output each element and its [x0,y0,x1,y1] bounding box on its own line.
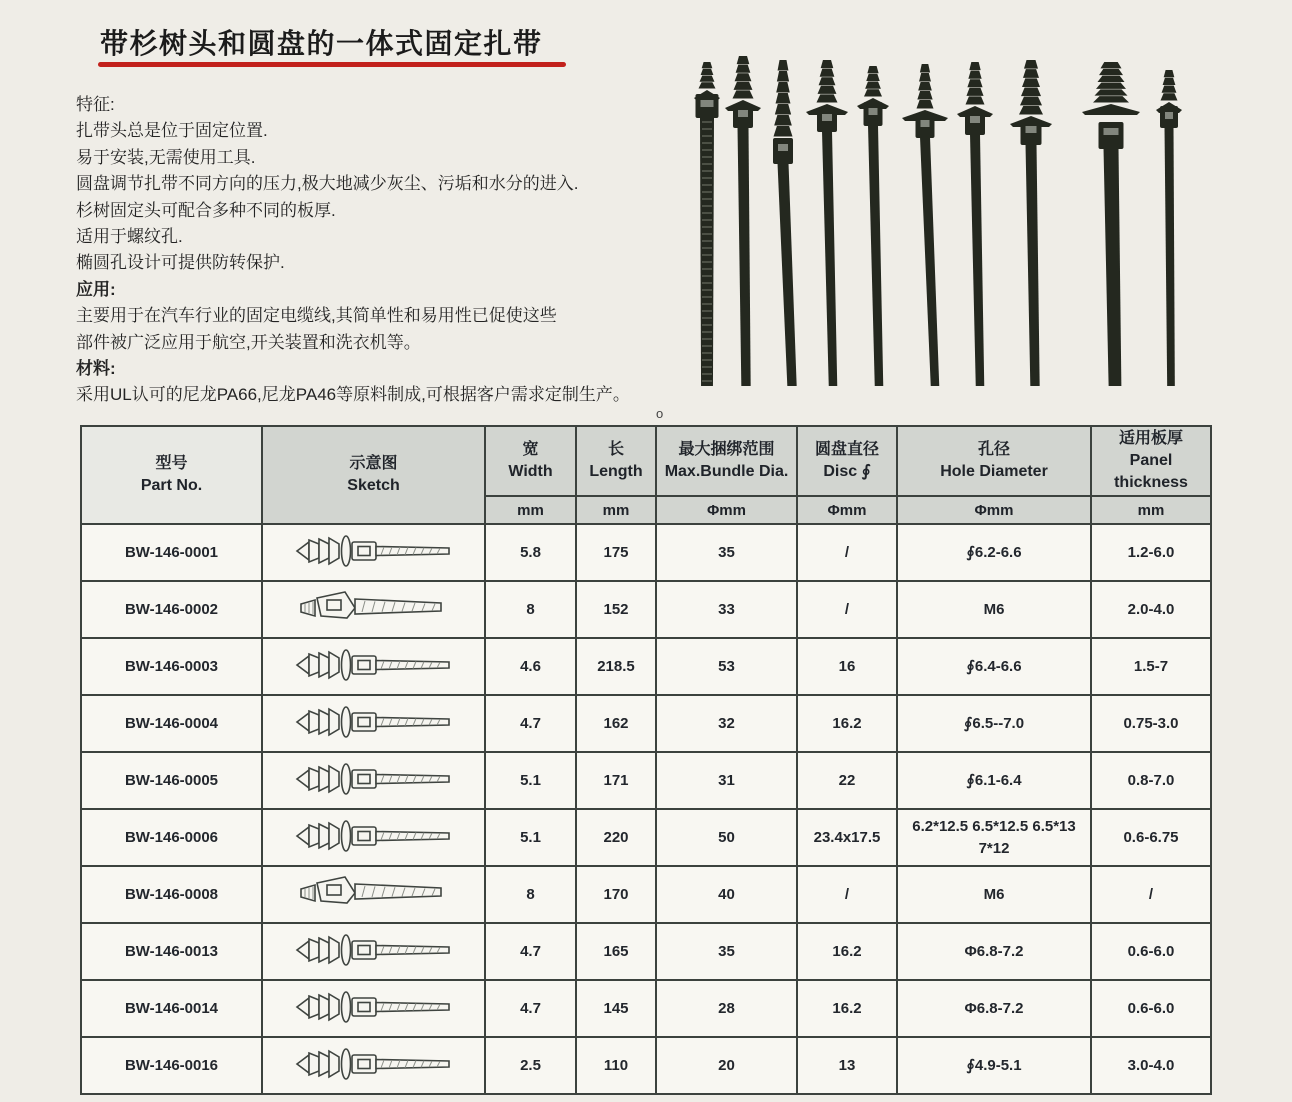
width-cell: 4.7 [485,980,576,1037]
sketch-cell [262,923,485,980]
col-header-disc [797,426,897,496]
bundle-cell: 20 [656,1037,797,1094]
tie-sketch-icon [280,643,468,687]
unit-panel: mm [1091,496,1211,524]
disc-cell: / [797,866,897,923]
header-zh: 孔径 [977,441,1010,458]
part-no-cell: BW-146-0004 [81,695,262,752]
panel-cell: 0.6-6.75 [1091,809,1211,866]
disc-cell: 23.4x17.5 [797,809,897,866]
width-cell: 2.5 [485,1037,576,1094]
disc-cell: 16.2 [797,695,897,752]
feature-line: 杉树固定头可配合多种不同的板厚. [76,200,336,220]
table-row [81,695,1211,752]
sketch-cell [262,638,485,695]
cable-tie [857,66,889,386]
page-title: 带杉树头和圆盘的一体式固定扎带 [100,28,543,59]
part-no-cell: BW-146-0014 [81,980,262,1037]
header-en: Max.Bundle Dia. [664,463,789,480]
header-en: Length [589,463,643,480]
table-row [81,1037,1211,1094]
tie-sketch-icon [280,814,468,858]
table-row [81,752,1211,809]
bundle-cell: 40 [656,866,797,923]
intro-text [76,92,630,409]
panel-cell: 3.0-4.0 [1091,1037,1211,1094]
spec-table [80,425,1212,1095]
bundle-cell: 32 [656,695,797,752]
disc-cell: 13 [797,1037,897,1094]
part-no-cell: BW-146-0013 [81,923,262,980]
tie-sketch-icon [280,757,468,801]
cable-tie [725,56,761,386]
header-zh: 示意图 [349,455,398,472]
length-cell: 220 [576,809,656,866]
part-no-cell: BW-146-0006 [81,809,262,866]
header-en: Width [508,463,553,480]
sketch-cell [262,1037,485,1094]
header-en: Part No. [140,477,203,494]
hole-cell: ∮6.5--7.0 [897,695,1091,752]
sketch-cell [262,752,485,809]
hole-cell: M6 [897,581,1091,638]
part-no-cell: BW-146-0016 [81,1037,262,1094]
width-cell: 4.6 [485,638,576,695]
unit-width: mm [485,496,576,524]
length-cell: 145 [576,980,656,1037]
panel-cell: 0.6-6.0 [1091,923,1211,980]
length-cell: 218.5 [576,638,656,695]
cable-tie [1010,60,1052,386]
header-en: Disc ∮ [823,463,871,480]
tie-sketch-icon [280,529,468,573]
tie-sketch-icon [280,700,468,744]
panel-cell: 1.5-7 [1091,638,1211,695]
width-cell: 8 [485,581,576,638]
width-cell: 5.1 [485,752,576,809]
disc-cell: 16.2 [797,980,897,1037]
hole-cell: ∮6.2-6.6 [897,524,1091,581]
header-zh: 适用板厚 [1118,430,1183,447]
tie-sketch-icon [280,985,468,1029]
disc-cell: / [797,524,897,581]
cable-tie [806,60,848,386]
table-row [81,980,1211,1037]
hole-cell: Φ6.8-7.2 [897,980,1091,1037]
cable-tie [1082,62,1140,386]
bundle-cell: 31 [656,752,797,809]
application-line: 主要用于在汽车行业的固定电缆线,其简单性和易用性已促使这些 [76,306,557,326]
hole-cell: ∮6.1-6.4 [897,752,1091,809]
sketch-cell [262,524,485,581]
scan-artifact: o [656,406,664,421]
col-header-panel [1091,426,1211,496]
width-cell: 4.7 [485,923,576,980]
title-underline [98,62,566,67]
bundle-cell: 35 [656,524,797,581]
header-zh: 最大捆绑范围 [678,441,775,458]
cable-tie [957,62,993,386]
hole-cell: ∮4.9-5.1 [897,1037,1091,1094]
width-cell: 5.8 [485,524,576,581]
panel-cell: / [1091,866,1211,923]
application-label: 应用: [76,279,116,299]
sketch-cell [262,980,485,1037]
panel-cell: 1.2-6.0 [1091,524,1211,581]
table-row [81,923,1211,980]
application-line: 部件被广泛应用于航空,开关装置和洗衣机等。 [76,332,421,352]
length-cell: 110 [576,1037,656,1094]
hole-cell: Φ6.8-7.2 [897,923,1091,980]
cable-tie [694,62,720,386]
col-header-part-no [81,426,262,524]
header-en: Hole Diameter [940,463,1048,480]
col-header-bundle [656,426,797,496]
bundle-cell: 53 [656,638,797,695]
header-zh: 圆盘直径 [814,441,879,458]
part-no-cell: BW-146-0008 [81,866,262,923]
bundle-cell: 33 [656,581,797,638]
table-row [81,866,1211,923]
part-no-cell: BW-146-0001 [81,524,262,581]
hole-cell: M6 [897,866,1091,923]
header-en: Panel thickness [1114,452,1188,491]
header-zh: 长 [607,441,624,458]
cable-ties-photo [675,40,1275,400]
length-cell: 170 [576,866,656,923]
width-cell: 5.1 [485,809,576,866]
unit-hole: Φmm [897,496,1091,524]
tie-sketch-icon [280,586,468,630]
part-no-cell: BW-146-0003 [81,638,262,695]
length-cell: 165 [576,923,656,980]
length-cell: 162 [576,695,656,752]
length-cell: 152 [576,581,656,638]
feature-line: 圆盘调节扎带不同方向的压力,极大地减少灰尘、污垢和水分的进入. [76,174,579,194]
material-line: 采用UL认可的尼龙PA66,尼龙PA46等原料制成,可根据客户需求定制生产。 [76,385,630,405]
sketch-cell [262,866,485,923]
col-header-width [485,426,576,496]
panel-cell: 2.0-4.0 [1091,581,1211,638]
disc-cell: 22 [797,752,897,809]
unit-disc: Φmm [797,496,897,524]
width-cell: 8 [485,866,576,923]
tie-sketch-icon [280,1042,468,1086]
tie-sketch-icon [280,928,468,972]
col-header-sketch [262,426,485,524]
part-no-cell: BW-146-0002 [81,581,262,638]
bundle-cell: 28 [656,980,797,1037]
sketch-cell [262,695,485,752]
cable-tie [773,60,797,386]
panel-cell: 0.75-3.0 [1091,695,1211,752]
material-label: 材料: [76,359,116,379]
header-zh: 宽 [522,441,539,458]
hole-cell: ∮6.4-6.6 [897,638,1091,695]
table-row [81,581,1211,638]
col-header-hole [897,426,1091,496]
cable-tie [1156,70,1182,386]
table-row [81,809,1211,866]
feature-line: 椭圆孔设计可提供防转保护. [76,253,285,273]
table-row [81,638,1211,695]
disc-cell: 16.2 [797,923,897,980]
sketch-cell [262,809,485,866]
hole-cell: 6.2*12.5 6.5*12.5 6.5*13 7*12 [897,809,1091,866]
col-header-length [576,426,656,496]
header-row [81,426,1211,496]
part-no-cell: BW-146-0005 [81,752,262,809]
cable-tie [902,64,948,386]
unit-bundle: Φmm [656,496,797,524]
tie-sketch-icon [280,871,468,915]
bundle-cell: 35 [656,923,797,980]
length-cell: 171 [576,752,656,809]
feature-line: 适用于螺纹孔. [76,227,183,247]
width-cell: 4.7 [485,695,576,752]
header-en: Sketch [347,477,400,494]
disc-cell: 16 [797,638,897,695]
bundle-cell: 50 [656,809,797,866]
panel-cell: 0.6-6.0 [1091,980,1211,1037]
features-label: 特征: [76,95,115,114]
table-row [81,524,1211,581]
length-cell: 175 [576,524,656,581]
feature-line: 扎带头总是位于固定位置. [76,121,268,141]
disc-cell: / [797,581,897,638]
unit-length: mm [576,496,656,524]
sketch-cell [262,581,485,638]
feature-line: 易于安装,无需使用工具. [76,147,256,167]
panel-cell: 0.8-7.0 [1091,752,1211,809]
header-zh: 型号 [155,455,188,472]
